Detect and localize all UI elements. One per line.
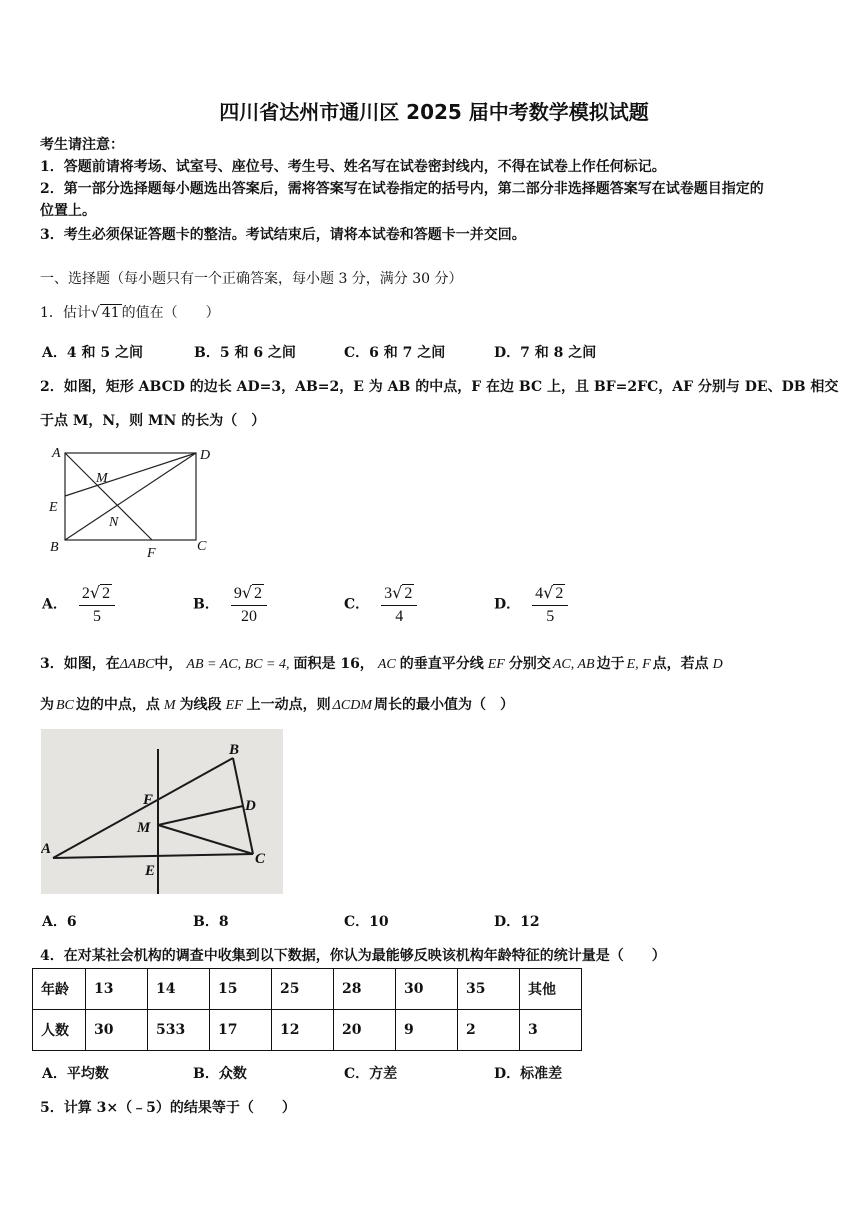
- q2-label-d: D: [200, 448, 211, 463]
- q3-line-ab: [53, 758, 233, 858]
- table-cell: 9: [396, 1010, 458, 1051]
- q2-label-b: B: [50, 540, 59, 555]
- table-row: [33, 969, 582, 1010]
- q3-label-m: M: [137, 820, 151, 836]
- table-cell: 3: [520, 1010, 582, 1051]
- notice-item-2: 2．第一部分选择题每小题选出答案后，需将答案写在试卷指定的括号内，第二部分非选择题答案写在试卷题目指定的: [40, 181, 764, 197]
- q5-stem: 5．计算 3×（﹣5）的结果等于（ ）: [40, 1100, 296, 1116]
- notice-item-3: 3．考生必须保证答题卡的整洁。考试结束后，请将本试卷和答题卡一并交回。: [40, 227, 526, 243]
- q4-stem: 4．在对某社会机构的调查中收集到以下数据，你认为最能够反映该机构年龄特征的统计量是（ ）: [40, 948, 666, 964]
- q2-line-db: [65, 453, 196, 540]
- q1-post: 的值在（ ）: [121, 305, 220, 321]
- q3-triangle-figure: [41, 729, 283, 894]
- page-title: 四川省达州市通川区 2025 届中考数学模拟试题: [219, 100, 649, 124]
- q2-option-a: A． $\frac{2√ 2}{5}$: [42, 584, 115, 625]
- q3-stem-line1: 3．如图，在ΔABC中， AB = AC, BC = 4, 面积是 16， AC 的垂直平分线 EF 分别交 AC, AB 边于 E, F 点，若点 D: [40, 656, 723, 672]
- table-cell: 15: [210, 969, 272, 1010]
- notice-heading: 考生请注意：: [40, 137, 124, 153]
- q3-line-ac: [53, 854, 253, 858]
- q2-rectangle-figure: [40, 440, 230, 565]
- table-cell: 13: [86, 969, 148, 1010]
- q1-option-a: A．4 和 5 之间: [42, 345, 143, 361]
- table-cell: 533: [148, 1010, 210, 1051]
- q3-label-e: E: [145, 863, 156, 879]
- q2-stem-line1: 2．如图，矩形 ABCD 的边长 AD=3，AB=2，E 为 AB 的中点，F 在边 BC 上，且 BF=2FC，AF 分别与 DE、DB 相交: [40, 379, 839, 395]
- q3-label-c: C: [255, 851, 266, 867]
- table-cell: 其他: [520, 969, 582, 1010]
- q1-option-c: C．6 和 7 之间: [344, 345, 446, 361]
- q2-line-de: [65, 453, 196, 496]
- q4-option-d: D．标准差: [494, 1066, 563, 1082]
- q2-option-d: D． $\frac{4√ 2}{5}$: [494, 584, 568, 625]
- q3-line-md: [158, 806, 243, 825]
- table-cell: 2: [458, 1010, 520, 1051]
- q1-radicand: 41: [101, 305, 120, 321]
- table-cell: 14: [148, 969, 210, 1010]
- q4-option-b: B．众数: [193, 1066, 247, 1082]
- table-row: [33, 1010, 582, 1051]
- table-cell: 25: [272, 969, 334, 1010]
- q2-option-c: C． $\frac{3√ 2}{4}$: [344, 584, 417, 625]
- q3-option-a: A．6: [42, 914, 77, 930]
- q2-label-a: A: [52, 446, 61, 461]
- q2-label-f: F: [147, 546, 156, 561]
- table-cell: 30: [86, 1010, 148, 1051]
- q2-label-c: C: [197, 539, 207, 554]
- q4-option-c: C．方差: [344, 1066, 398, 1082]
- q1-stem: [40, 302, 220, 322]
- table-cell: 12: [272, 1010, 334, 1051]
- table-cell: 28: [334, 969, 396, 1010]
- table-cell: 人数: [33, 1010, 86, 1051]
- q2-option-b: B． $\frac{9√ 2}{20}$: [193, 584, 267, 625]
- notice-item-1: 1．答题前请将考场、试室号、座位号、考生号、姓名写在试卷密封线内，不得在试卷上作任何标记。: [40, 159, 666, 175]
- q2-label-e: E: [49, 500, 58, 515]
- table-cell: 17: [210, 1010, 272, 1051]
- table-cell: 30: [396, 969, 458, 1010]
- table-cell: 35: [458, 969, 520, 1010]
- q3-line-mc: [158, 825, 253, 854]
- table-cell: 20: [334, 1010, 396, 1051]
- q3-option-d: D．12: [494, 914, 540, 930]
- table-cell: 年龄: [33, 969, 86, 1010]
- q2-label-n: N: [109, 515, 119, 530]
- q1-option-b: B．5 和 6 之间: [194, 345, 296, 361]
- q1-pre: 1．估计: [40, 305, 91, 321]
- q4-option-a: A．平均数: [42, 1066, 109, 1082]
- section-heading: 一、选择题（每小题只有一个正确答案，每小题 3 分，满分 30 分）: [40, 271, 463, 287]
- q3-option-c: C．10: [344, 914, 389, 930]
- notice-item-2-cont: 位置上。: [40, 203, 96, 219]
- q3-label-a: A: [41, 841, 52, 857]
- q3-triangle-photo: [41, 729, 283, 894]
- q2-label-m: M: [96, 471, 108, 486]
- q1-sqrt: √ 41: [90, 305, 120, 321]
- q1-option-d: D．7 和 8 之间: [494, 345, 597, 361]
- q2-stem-line2: 于点 M，N，则 MN 的长为（ ）: [40, 413, 266, 429]
- q3-label-d: D: [245, 798, 256, 814]
- q3-label-b: B: [229, 742, 240, 758]
- q3-stem-line2: 为 BC 边的中点，点 M 为线段 EF 上一动点，则 ΔCDM 周长的最小值为（ ）: [40, 697, 514, 713]
- q3-option-b: B．8: [193, 914, 229, 930]
- q3-label-f: F: [143, 792, 154, 808]
- q4-data-table: [32, 968, 582, 1051]
